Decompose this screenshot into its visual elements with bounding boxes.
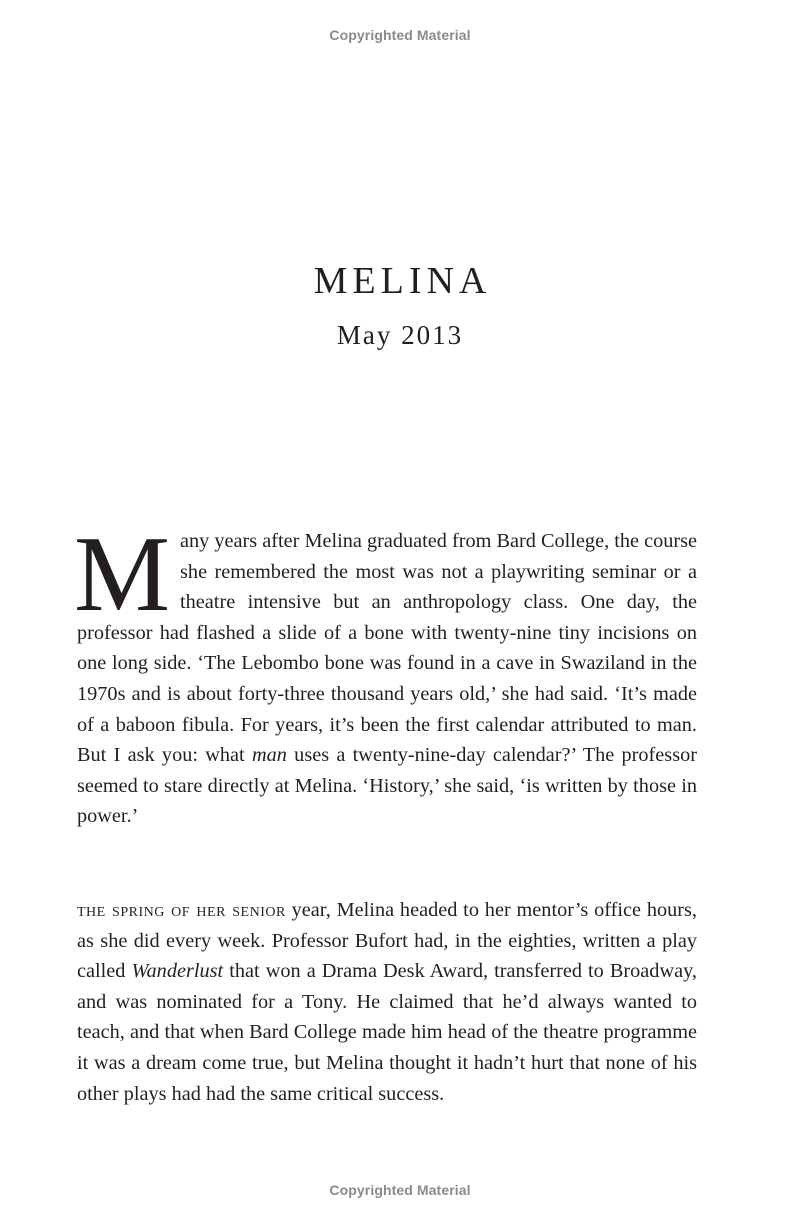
copyright-watermark-bottom: Copyrighted Material bbox=[329, 1182, 471, 1198]
copyright-watermark-top: Copyrighted Material bbox=[329, 27, 471, 43]
section-lead-in: the spring of her senior bbox=[77, 899, 286, 921]
paragraph-2-text-b: that won a Drama Desk Award, transferred to Broadway, and was nominated for a Tony. He claimed that he’d always wanted to teach, and that when Bard College made him head of the theatre programme it was a dream come true, but Melina thought it hadn’t hurt that none of his other plays had had the same critical success. bbox=[77, 960, 697, 1105]
paragraph-1-emphasis: man bbox=[251, 744, 287, 767]
paragraph-1-text-a: any years after Melina graduated from Bard College, the course she remembered the most was not a playwriting seminar or a theatre intensive but an anthropology class. One day, the professor had flashed a slide of a bone with twenty-nine tiny incisions on one long side. ‘The Lebombo bone was found in a cave in Swaziland in the 1970s and is about forty-three thousand years old,’ she had said. ‘It’s made of a baboon fibula. For years, it’s been the first calendar attributed to man. But I ask you: what bbox=[77, 530, 697, 767]
play-title: Wanderlust bbox=[131, 960, 224, 983]
drop-cap: M bbox=[74, 515, 171, 634]
body-paragraph-2 bbox=[77, 895, 697, 1109]
paragraph-2-text-a: year, Melina headed to her mentor’s office hours, as she did every week. Professor Bufort had, in the eighties, written a play called bbox=[77, 899, 697, 983]
chapter-title: MELINA bbox=[313, 260, 492, 302]
paragraph-1-text-b: uses a twenty-nine-day calendar?’ The professor seemed to stare directly at Melina. ‘History,’ she said, ‘is written by those in power.’ bbox=[77, 744, 697, 828]
body-paragraph-1 bbox=[74, 515, 697, 832]
chapter-date: May 2013 bbox=[336, 320, 464, 350]
